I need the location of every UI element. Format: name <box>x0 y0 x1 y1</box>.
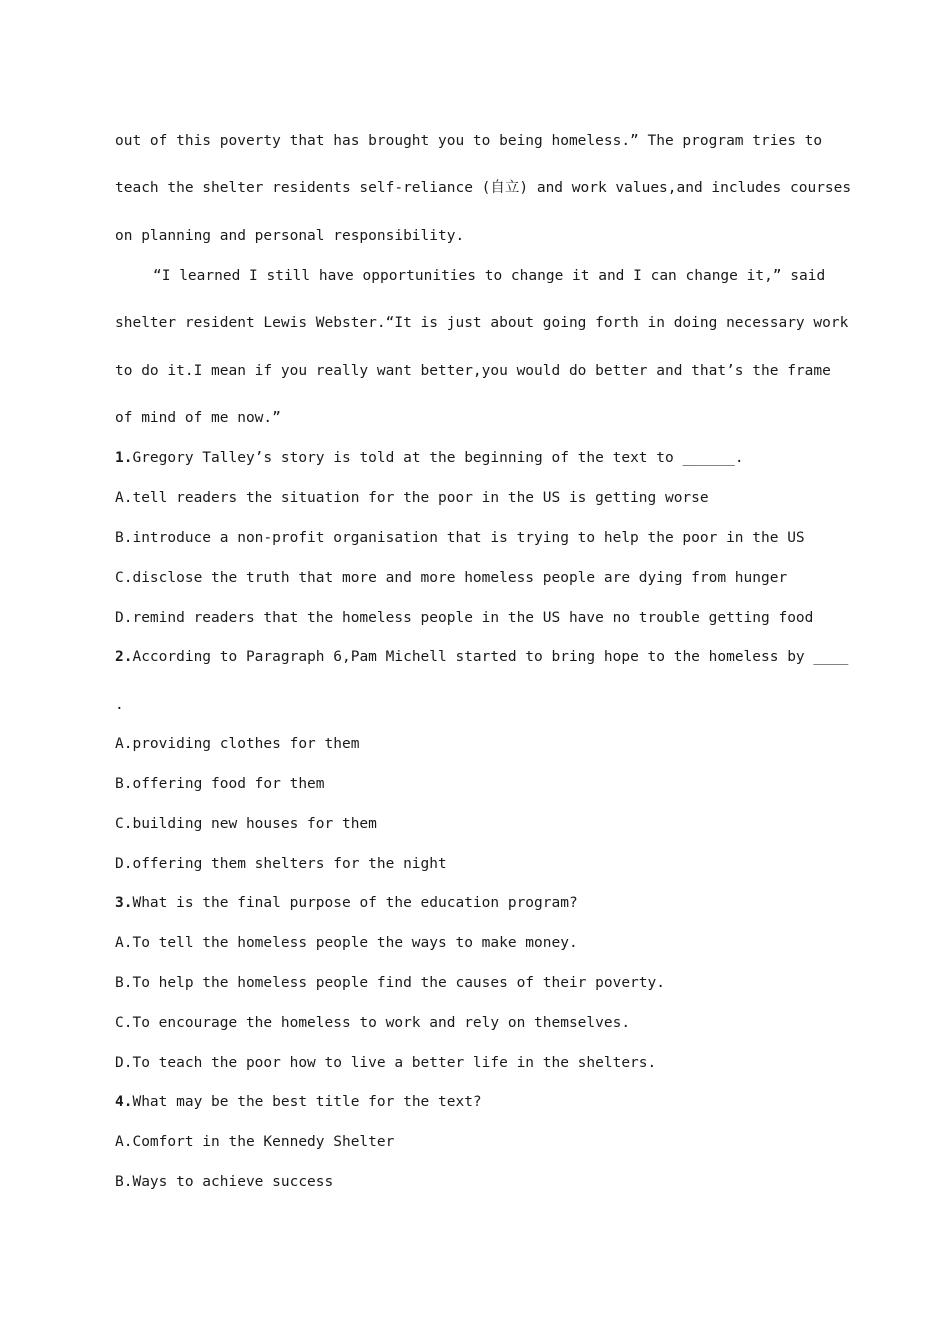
option-1c: C.disclose the truth that more and more homeless people are dying from hunger <box>115 570 788 586</box>
option-1d: D.remind readers that the homeless people in the US have no trouble getting food <box>115 610 814 626</box>
question-stem: According to Paragraph 6,Pam Michell started to bring hope to the homeless by ____ <box>132 649 849 665</box>
question-stem: What is the final purpose of the education program? <box>132 895 578 911</box>
passage-line: shelter resident Lewis Webster.“It is just about going forth in doing necessary work <box>115 315 849 331</box>
passage-line: teach the shelter residents self-reliance (自立) and work values,and includes courses <box>115 180 852 196</box>
passage-line: to do it.I mean if you really want better,you would do better and that’s the frame <box>115 363 831 379</box>
option-2c: C.building new houses for them <box>115 816 377 832</box>
option-4b: B.Ways to achieve success <box>115 1174 334 1190</box>
option-2a: A.providing clothes for them <box>115 736 360 752</box>
option-4a: A.Comfort in the Kennedy Shelter <box>115 1134 395 1150</box>
question-2 <box>115 647 849 667</box>
question-stem: What may be the best title for the text? <box>132 1094 482 1110</box>
passage-line: of mind of me now.” <box>115 410 281 426</box>
question-number: 4. <box>115 1094 133 1110</box>
question-3 <box>115 893 835 913</box>
option-2d: D.offering them shelters for the night <box>115 856 447 872</box>
passage-line: out of this poverty that has brought you to being homeless.” The program tries to <box>115 133 823 149</box>
question-number: 1. <box>115 450 133 466</box>
question-number: 2. <box>115 649 133 665</box>
question-number: 3. <box>115 895 133 911</box>
question-stem: Gregory Talley’s story is told at the beginning of the text to ______. <box>132 450 744 466</box>
question-1 <box>115 448 835 468</box>
question-4 <box>115 1092 835 1112</box>
option-3c: C.To encourage the homeless to work and rely on themselves. <box>115 1015 631 1031</box>
option-1a: A.tell readers the situation for the poor in the US is getting worse <box>115 490 709 506</box>
option-3a: A.To tell the homeless people the ways to make money. <box>115 935 578 951</box>
passage-line: on planning and personal responsibility. <box>115 228 465 244</box>
option-3b: B.To help the homeless people find the causes of their poverty. <box>115 975 665 991</box>
question-2-continuation: . <box>115 697 124 713</box>
passage-line: “I learned I still have opportunities to change it and I can change it,” said <box>153 268 826 284</box>
option-2b: B.offering food for them <box>115 776 325 792</box>
option-1b: B.introduce a non-profit organisation that is trying to help the poor in the US <box>115 530 805 546</box>
option-3d: D.To teach the poor how to live a better life in the shelters. <box>115 1055 657 1071</box>
